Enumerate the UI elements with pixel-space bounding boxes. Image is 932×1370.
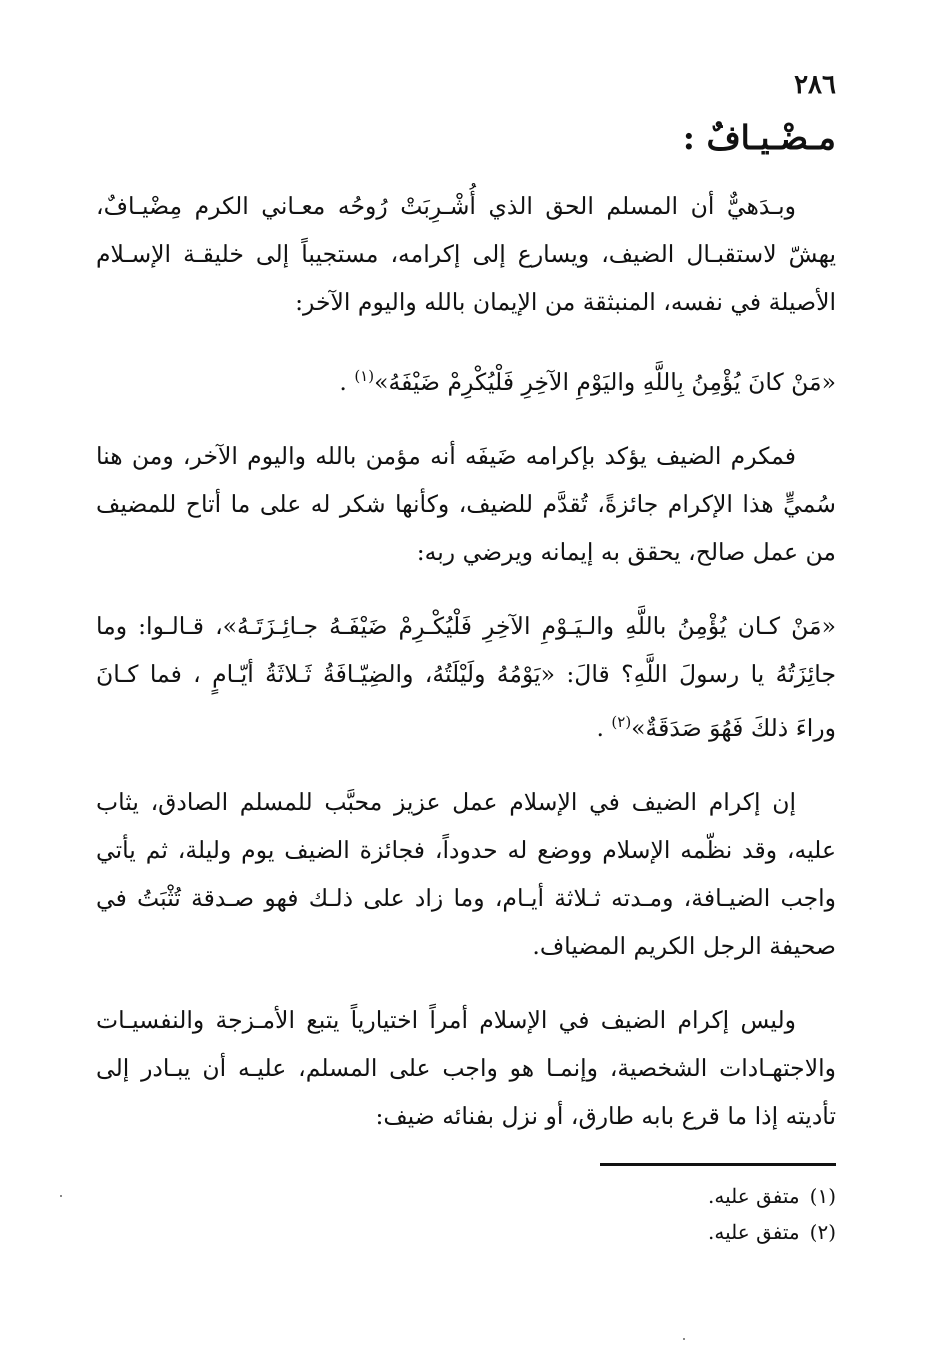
- page-number: ٢٨٦: [794, 70, 836, 100]
- footnote-divider: [600, 1163, 836, 1166]
- hadith-quote-2: [96, 602, 836, 752]
- section-title: مـضْـيـافٌ :: [682, 118, 836, 157]
- hadith-quote-1: [96, 352, 836, 406]
- quote-end-mark: .: [596, 713, 612, 742]
- scan-speck: [683, 1338, 685, 1340]
- footnote-reference: (١): [354, 367, 375, 385]
- quote-end-mark: .: [339, 367, 355, 396]
- paragraph-3: إن إكرام الضيف في الإسلام عمل عزيز محبَّب للمسلم الصادق، يثاب عليه، وقد نظّمه الإسلام ووضع له حدوداً، فجائزة الضيف يوم وليلة، ثم يأتي واجب الضيـافة، ومـدته ثـلاثة أيـام، وما زاد على ذلـك فهو صـدقة تُثْبَتُ في صحيفة الرجل الكريم المضياف.: [96, 787, 836, 960]
- paragraph-1: وبـدَهيٌّ أن المسلم الحق الذي أُشْـرِبَتْ رُوحُه معـاني الكرم مِضْيـافٌ، يهشّ لاستقبـال الضيف، ويسارع إلى إكرامه، مستجيباً إلى خليقـة الإسـلام الأصيلة في نفسه، المنبثقة من الإيمان بالله واليوم الآخر:: [96, 192, 836, 316]
- footnote-number: (١): [809, 1184, 836, 1208]
- paragraph-2: فمكرم الضيف يؤكد بإكرامه ضَيفَه أنه مؤمن بالله واليوم الآخر، ومن هنا سُميٍّ هذا الإكرام جائزةً، تُقدَّم للضيف، وكأنها شكر له على ما أتاح للمضيف من عمل صالح، يحقق به إيمانه ويرضي ربه:: [96, 441, 836, 566]
- footnote-1: [96, 1178, 836, 1214]
- hadith-quote-text: «مَنْ كانَ يُؤْمِنُ بِاللَّهِ واليَوْمِ الآخِرِ فَلْيُكْرِمْ ضَيْفَهُ»: [374, 367, 836, 396]
- paragraph-4: وليس إكرام الضيف في الإسلام أمراً اختيارياً يتبع الأمـزجة والنفسيـات والاجتهـادات الشخصية، وإنمـا هو واجب على المسلم، عليـه أن يبـادر إلى تأديته إذا ما قرع بابه طارق، أو نزل بفنائه ضيف:: [96, 1005, 836, 1130]
- hadith-quote-text: «مَنْ كـان يُؤْمِنُ باللَّهِ والـيَـوْمِ الآخِرِ فَلْيُكْـرِمْ ضَيْفَـهُ جـائِـزَتَـهُ»، قـالـوا: وما جائِزَتُهُ يا رسولَ اللَّهِ؟ قالَ: «يَوْمُهُ ولَيْلَتُهُ، والضِيّـافَةُ ثَـلاثَةُ أيّـامٍ ، فما كـانَ وراءَ ذلكَ فَهُوَ صَدَقَةٌ»: [96, 611, 836, 742]
- footnote-text: متفق عليه.: [708, 1184, 800, 1208]
- scan-speck: [60, 1195, 62, 1197]
- footnote-number: (٢): [809, 1220, 836, 1244]
- footnotes: [96, 1178, 836, 1250]
- footnote-2: [96, 1214, 836, 1250]
- footnote-text: متفق عليه.: [708, 1220, 800, 1244]
- footnote-reference: (٢): [611, 712, 632, 731]
- body-text: [96, 182, 836, 1166]
